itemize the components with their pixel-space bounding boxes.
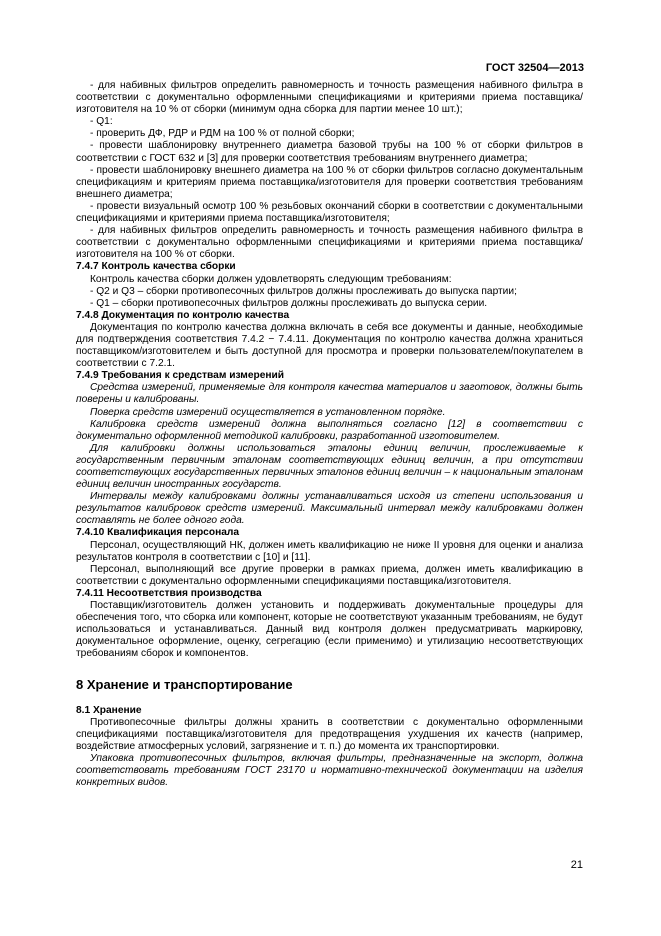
list-item: - для набивных фильтров определить равномерность и точность размещения набивного фильтра в соответствии с документально оформленными спецификациями и критериями приема поставщика/изготовителя на 10 % от сборки (минимум одна сборка для партии менее 10 шт.); bbox=[76, 80, 583, 116]
paragraph: Контроль качества сборки должен удовлетворять следующим требованиям: bbox=[90, 273, 452, 285]
paragraph: Для калибровки должны использоваться эталоны единиц величин, прослеживаемые к государственным первичным эталонам соответствующих единиц величин, а при отсутствии соответствующих государственных первичных эталонов единиц величин – к национальным эталонам единиц величин иностранных государств. bbox=[76, 442, 583, 491]
section-heading-8-1: 8.1 Хранение bbox=[76, 704, 142, 716]
list-item: - проверить ДФ, РДР и РДМ на 100 % от полной сборки; bbox=[90, 128, 355, 140]
list-item: - Q1: bbox=[90, 116, 113, 128]
paragraph: Персонал, выполняющий все другие проверки в рамках приема, должен иметь квалификацию в соответствии с документально оформленными спецификациями поставщика/изготовителя. bbox=[76, 563, 583, 587]
document-body bbox=[76, 80, 583, 789]
list-item: - провести шаблонировку внутреннего диаметра базовой трубы на 100 % от сборки фильтров в соответствии с ГОСТ 632 и [3] для проверки соответствия требованиям внутреннего диаметра; bbox=[76, 140, 583, 164]
paragraph: Документация по контролю качества должна включать в себя все документы и данные, необходимые для подтверждения соответствия 7.4.2 − 7.4.11. Документация по контролю качества должна храниться поставщиком/изготовителем и быть доступной для просмотра и проверки пользователем/покупателем в соответствии с 7.2.1. bbox=[76, 321, 583, 370]
document-code-header: ГОСТ 32504—2013 bbox=[485, 62, 584, 74]
paragraph: Поверка средств измерений осуществляется в установленном порядке. bbox=[90, 406, 446, 418]
paragraph: Противопесочные фильтры должны хранить в соответствии с документально оформленными спецификациями поставщика/изготовителя для предотвращения ухудшения их качеств (например, воздействие атмосферных условий, загрязнение и т. п.) до момента их транспортировки. bbox=[76, 716, 583, 752]
section-heading-7-4-10: 7.4.10 Квалификация персонала bbox=[76, 527, 240, 539]
paragraph: Средства измерений, применяемые для контроля качества материалов и заготовок, должны быть поверены и калиброваны. bbox=[76, 382, 583, 406]
paragraph: Персонал, осуществляющий НК, должен иметь квалификацию не ниже II уровня для оценки и анализа результатов контроля в соответствии с [10] и [11]. bbox=[76, 539, 583, 563]
list-item: - Q2 и Q3 – сборки противопесочных фильтров должны прослеживать до выпуска партии; bbox=[90, 285, 517, 297]
page-number: 21 bbox=[570, 859, 583, 871]
paragraph: Интервалы между калибровками должны устанавливаться исходя из степени использования и результатов калибровок средств измерений. Максимальный интервал между калибровками должен составлять не более одного года. bbox=[76, 491, 583, 527]
paragraph: Упаковка противопесочных фильтров, включая фильтры, предназначенные на экспорт, должна соответствовать требованиям ГОСТ 23170 и нормативно-технической документации на изделия конкретных видов. bbox=[76, 752, 583, 789]
section-heading-8: 8 Хранение и транспортирование bbox=[76, 676, 293, 692]
list-item: - Q1 – сборки противопесочных фильтров должны прослеживать до выпуска серии. bbox=[90, 297, 488, 309]
section-heading-7-4-11: 7.4.11 Несоответствия производства bbox=[76, 587, 262, 599]
section-heading-7-4-8: 7.4.8 Документация по контролю качества bbox=[76, 309, 290, 321]
list-item: - для набивных фильтров определить равномерность и точность размещения набивного фильтра в соответствии с документально оформленными спецификациями и критериями приема поставщика/изготовителя на 100 % от сборки. bbox=[76, 225, 583, 261]
section-heading-7-4-9: 7.4.9 Требования к средствам измерений bbox=[76, 370, 285, 382]
paragraph: Калибровка средств измерений должна выполняться согласно [12] в соответствии с документально оформленной методикой калибровки, разработанной изготовителем. bbox=[76, 418, 583, 442]
section-heading-7-4-7: 7.4.7 Контроль качества сборки bbox=[76, 261, 236, 273]
list-item: - провести визуальный осмотр 100 % резьбовых окончаний сборки в соответствии с документальными спецификациями и критериями приема поставщика/изготовителя; bbox=[76, 200, 583, 225]
list-item: - провести шаблонировку внешнего диаметра на 100 % от сборки фильтров согласно документальным спецификациям и критериям приема поставщика/изготовителя для проверки соответствия требованиям внешнего диаметра; bbox=[76, 164, 583, 200]
paragraph: Поставщик/изготовитель должен установить и поддерживать документальные процедуры для обеспечения того, что сборка или компонент, которые не соответствуют указанным требованиям, не будут использоваться и устанавливаться. Данный вид контроля должен предусматривать маркировку, документальное оформление, оценку, сегрегацию (если применимо) и утилизацию несоответствующих требованиям сборок и компонентов. bbox=[76, 600, 583, 660]
